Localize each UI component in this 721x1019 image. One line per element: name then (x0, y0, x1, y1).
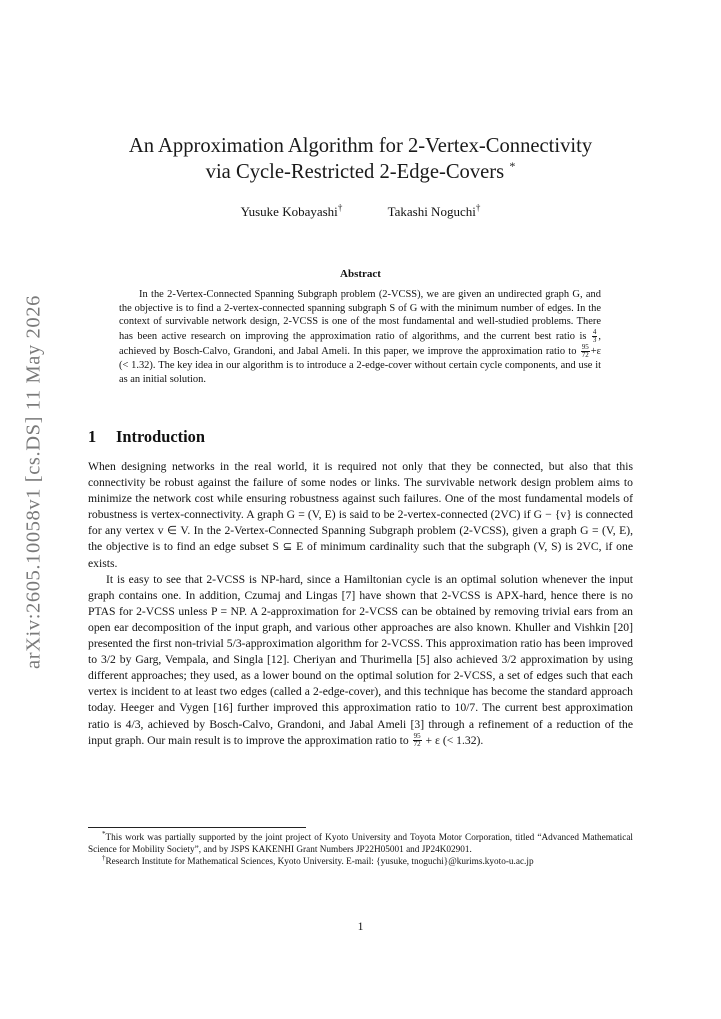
author-2-mark: † (475, 202, 481, 213)
abstract-part-3: +ε (< 1.32). The key idea in our algorithm is to introduce a 2-edge-cover without certain cycle components, and use it as an initial solution. (119, 346, 601, 385)
paragraph-2 (88, 572, 633, 749)
fraction-numerator: 95 (581, 343, 589, 352)
arxiv-identifier-text: arXiv:2605.10058v1 [cs.DS] 11 May 2026 (22, 295, 45, 669)
author-list (88, 204, 633, 220)
fraction-denominator: 72 (581, 351, 589, 360)
fraction-numerator: 4 (592, 328, 597, 337)
fraction-95-72-body (413, 733, 422, 748)
author-2 (388, 204, 481, 220)
abstract-part-2: , achieved by Bosch-Calvo, Grandoni, and Jabal Ameli. In this paper, we improve the approximation ratio to (119, 331, 601, 357)
abstract-heading: Abstract (340, 268, 381, 280)
footnote-rule (88, 827, 306, 828)
abstract-text (119, 288, 601, 387)
footnote-1 (88, 829, 633, 856)
paragraph-2-text: It is easy to see that 2-VCSS is NP-hard, since a Hamiltonian cycle is an optimal solution whenever the input graph contains one. In addition, Czumaj and Lingas [7] have shown that 2-VCSS is APX-hard, hence there is no PTAS for 2-VCSS unless P = NP. A 2-approximation for 2-VCSS can be obtained by removing trivial ears from an open ear decomposition of the input graph, and various other approaches are also known. Khuller and Vishkin [20] presented the first non-trivial 5/3-approximation algorithm for 2-VCSS. This approximation ratio has been improved to 3/2 by Garg, Vempala, and Singla [12]. Cheriyan and Thurimella [5] also achieved 3/2 approximation by using different approaches; they used, as a lower bound on the optimal solution for 2-VCSS, a set of edges such that each vertex is incident to at least two edges (called a 2-edge-cover), and this technique has become the standard approach today. Heeger and Vygen [16] further improved this approximation ratio to 10/7. The current best approximation ratio is 4/3, achieved by Bosch-Calvo, Grandoni, and Jabal Ameli [3] through a refinement of a reduction of the input graph. Our main result is to improve the approximation ratio to (88, 572, 633, 747)
fraction-numerator: 95 (413, 732, 421, 741)
paper-title (88, 133, 633, 185)
footnote-2-text: Research Institute for Mathematical Sciences, Kyoto University. E-mail: {yusuke, tnoguchi}@kurims.kyoto-u.ac.jp (105, 857, 534, 867)
fraction-denominator: 3 (592, 336, 597, 345)
section-heading (88, 427, 205, 447)
footnotes (88, 829, 633, 868)
footnote-1-mark: * (102, 829, 106, 838)
author-1-mark: † (337, 202, 343, 213)
title-footnote-marker: * (509, 159, 516, 174)
fraction-denominator: 72 (413, 740, 421, 749)
abstract-part-1: In the 2-Vertex-Connected Spanning Subgraph problem (2-VCSS), we are given an undirected graph G, and the objective is to find a 2-vertex-connected spanning subgraph S of G with the minimum number of edges. In the context of survivable network design, 2-VCSS is one of the most fundamental and well-studied problems. There has been active research on improving the approximation ratio of algorithms, and the current best ratio is (119, 289, 601, 342)
footnote-1-text: This work was partially supported by the joint project of Kyoto University and Toyota Motor Corporation, titled “Advanced Mathematical Science for Mobility Society”, and by JSPS KAKENHI Grant Numbers JP22H05001 and JP24K02901. (88, 833, 633, 855)
title-line-2-text: via Cycle-Restricted 2-Edge-Covers (205, 161, 505, 183)
paragraph-2-end: + ε (< 1.32). (425, 733, 484, 747)
section-title: Introduction (116, 427, 205, 446)
section-number: 1 (88, 427, 97, 446)
footnote-2 (88, 853, 633, 868)
fraction-4-3 (592, 329, 598, 344)
author-1-name: Yusuke Kobayashi (240, 204, 338, 219)
page-number: 1 (357, 920, 364, 933)
author-1 (241, 204, 343, 220)
paragraph-1: When designing networks in the real world, it is required not only that they be connected, but also that this connectivity be robust against the failure of some nodes or links. The survivable network design problem aims to minimize the network cost while ensuring robustness against such failures. One of the most fundamental models of robustness is vertex-connectivity. A graph G = (V, E) is said to be 2-vertex-connected (2VC) if G − {v} is connected for any vertex v ∈ V. In the 2-Vertex-Connected Spanning Subgraph problem (2-VCSS), given a graph G = (V, E), the objective is to find an edge subset S ⊆ E of minimum cardinality such that the subgraph (V, S) is 2VC, if one exists. (88, 460, 633, 570)
section-body (88, 459, 633, 749)
title-line-1: An Approximation Algorithm for 2-Vertex-Connectivity (128, 135, 593, 157)
fraction-95-72 (581, 344, 590, 359)
author-2-name: Takashi Noguchi (387, 204, 476, 219)
footnote-2-mark: † (102, 853, 106, 862)
arxiv-side-identifier (12, 288, 56, 676)
title-line-2 (88, 159, 633, 185)
